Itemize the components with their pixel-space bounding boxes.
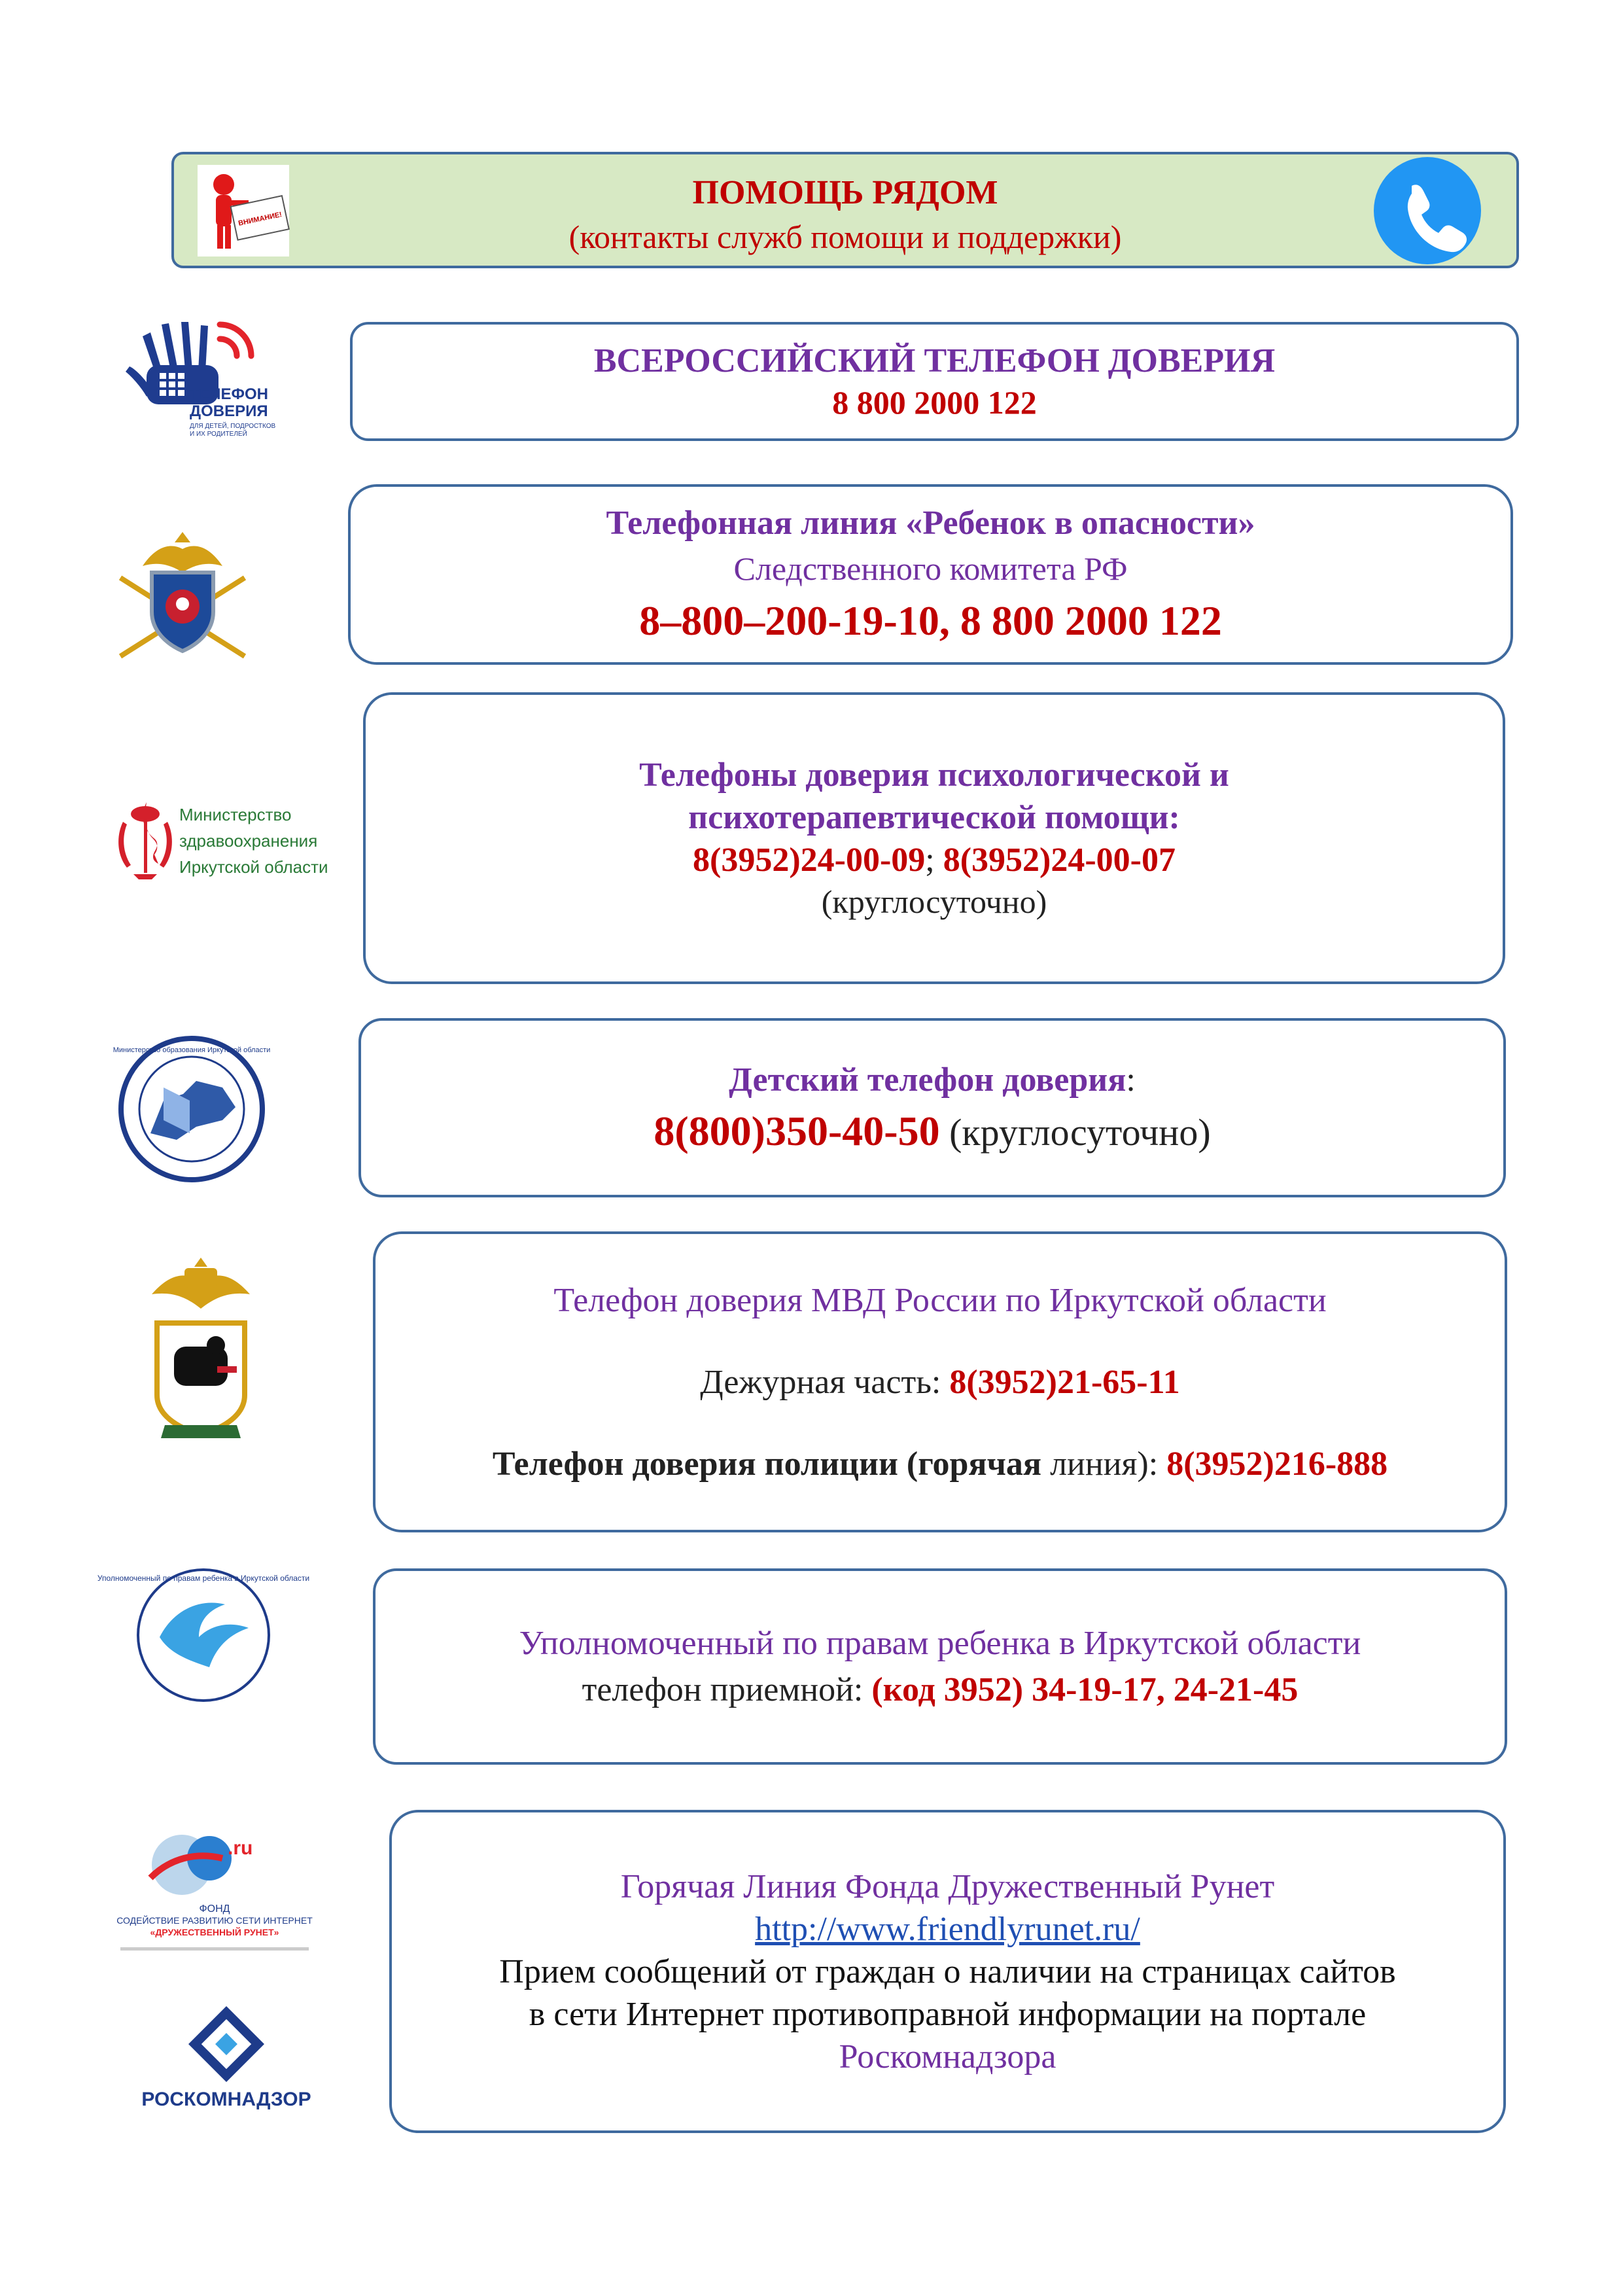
card-children-title: Детский телефон доверия: [729, 1061, 1126, 1099]
logo-health-ministry-line1: Министерство: [179, 805, 292, 824]
logo-roskomnadzor-name: РОСКОМНАДЗОР: [141, 2089, 311, 2110]
logo-education-ministry: [113, 1035, 271, 1183]
logo-trust-line-text3: ДЛЯ ДЕТЕЙ, ПОДРОСТКОВ: [190, 423, 276, 430]
logo-investigative-committee: [113, 527, 253, 659]
logo-trust-line: [116, 319, 284, 450]
logo-friendly-runet-line1: ФОНД: [199, 1903, 230, 1915]
card-runet: [389, 1810, 1506, 2133]
logo-trust-line-text1: ТЕЛЕФОН: [190, 385, 268, 403]
page-subtitle: (контакты служб помощи и поддержки): [568, 219, 1122, 255]
card-psych-note: (круглосуточно): [821, 883, 1047, 921]
logo-trust-line-text2: ДОВЕРИЯ: [190, 402, 268, 420]
card-mvd-duty-phone[interactable]: 8(3952)21-65-11: [949, 1363, 1180, 1401]
logo-trust-line-text4: И ИХ РОДИТЕЛЕЙ: [190, 431, 247, 438]
card-psych-phone1[interactable]: 8(3952)24-00-09: [693, 841, 926, 879]
logo-roskomnadzor: [128, 2006, 324, 2115]
card-children: [358, 1018, 1506, 1197]
logo-friendly-runet-ru: .ru: [228, 1837, 253, 1859]
card-runet-text-line3: Роскомнадзора: [839, 2038, 1056, 2075]
card-mvd-hotline-bold: Телефон доверия полиции (горячая: [492, 1445, 1042, 1483]
card-children-note: (круглосуточно): [939, 1110, 1211, 1154]
phone-icon: [1374, 157, 1481, 264]
card-mvd-title: Телефон доверия МВД России по Иркутской области: [553, 1281, 1327, 1319]
logo-friendly-runet-line2: СОДЕЙСТВИЕ РАЗВИТИЮ СЕТИ ИНТЕРНЕТ: [116, 1915, 313, 1926]
card-runet-text-line1: Прием сообщений от граждан о наличии на страницах сайтов: [499, 1952, 1396, 1990]
card-runet-text-line2: в сети Интернет противоправной информации на портале: [529, 1995, 1367, 2033]
page-title: ПОМОЩЬ РЯДОМ: [692, 174, 998, 211]
logo-mvd: [139, 1255, 263, 1446]
card-ombudsman: [373, 1568, 1507, 1765]
header-banner: [171, 152, 1519, 268]
card-trust-line-title: ВСЕРОССИЙСКИЙ ТЕЛЕФОН ДОВЕРИЯ: [593, 342, 1276, 380]
card-child-danger-title: Телефонная линия «Ребенок в опасности»: [606, 504, 1255, 542]
logo-ombudsman: [97, 1565, 310, 1705]
logo-ombudsman-text: Уполномоченный по правам ребенка в Иркутской области: [97, 1574, 310, 1583]
card-psych-separator: ;: [925, 841, 943, 879]
card-mvd-hotline-phone[interactable]: 8(3952)216-888: [1166, 1445, 1388, 1483]
card-ombudsman-reception-phone[interactable]: (код 3952) 34-19-17, 24-21-45: [871, 1671, 1299, 1708]
card-mvd: [373, 1231, 1507, 1532]
card-runet-title: Горячая Линия Фонда Дружественный Рунет: [620, 1867, 1275, 1905]
card-child-danger: [348, 484, 1513, 665]
logo-education-ministry-text: Министерство образования Иркутской области: [113, 1046, 271, 1054]
card-psych-phone2[interactable]: 8(3952)24-00-07: [943, 841, 1176, 879]
logo-health-ministry: [107, 789, 343, 894]
logo-health-ministry-line2: здравоохранения: [179, 831, 318, 851]
card-child-danger-org: Следственного комитета РФ: [733, 550, 1128, 588]
card-trust-line-phone[interactable]: 8 800 2000 122: [832, 384, 1037, 421]
card-mvd-hotline-normal: линия):: [1041, 1445, 1167, 1483]
card-psych-title-line2: психотерапевтической помощи:: [688, 799, 1180, 837]
card-children-phone[interactable]: 8(800)350-40-50: [654, 1107, 940, 1154]
card-psych-title-line1: Телефоны доверия психологической и: [639, 756, 1229, 794]
attention-sign-text: ВНИМАНИЕ!: [237, 211, 283, 228]
card-ombudsman-title: Уполномоченный по правам ребенка в Иркутской области: [519, 1625, 1361, 1662]
card-ombudsman-reception-label: телефон приемной:: [582, 1671, 872, 1708]
card-trust-line: [350, 322, 1519, 441]
logo-health-ministry-line3: Иркутской области: [179, 857, 328, 877]
card-psych: [363, 692, 1505, 984]
card-child-danger-phones[interactable]: 8–800–200-19-10, 8 800 2000 122: [639, 597, 1222, 644]
logo-friendly-runet: [116, 1819, 313, 1956]
card-runet-link[interactable]: http://www.friendlyrunet.ru/: [755, 1910, 1140, 1948]
card-children-colon: :: [1126, 1061, 1136, 1099]
logo-friendly-runet-line3: «ДРУЖЕСТВЕННЫЙ РУНЕТ»: [150, 1927, 279, 1937]
card-mvd-duty-label: Дежурная часть:: [700, 1363, 950, 1401]
